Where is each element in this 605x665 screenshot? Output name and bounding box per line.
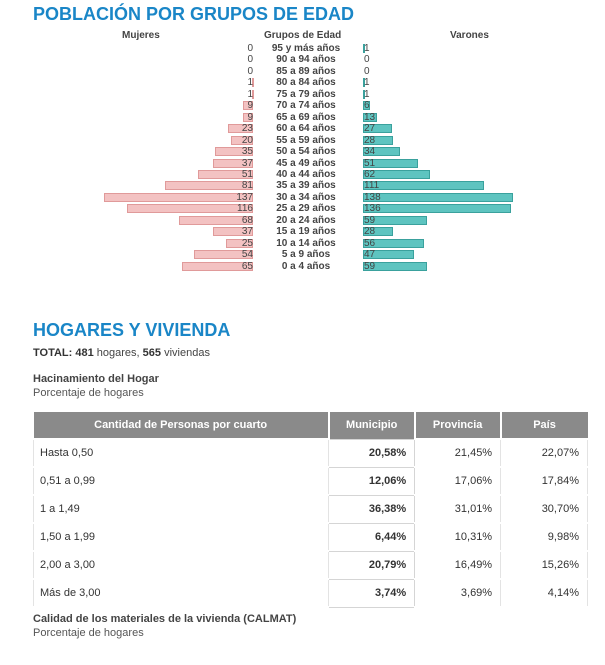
cell-pais: 17,84% <box>501 467 588 495</box>
hogares-count: 481 <box>75 347 94 359</box>
cell-provincia: 17,06% <box>415 467 501 495</box>
column-header-pais: País <box>501 412 588 439</box>
value-mujeres: 65 <box>241 260 253 272</box>
value-varones: 59 <box>364 214 376 226</box>
cell-pais: 4,14% <box>501 579 588 607</box>
value-mujeres: 54 <box>241 249 253 261</box>
cell-municipio: 20,58% <box>329 439 415 467</box>
cell-personas: 1 a 1,49 <box>34 495 329 523</box>
housing-title: HOGARES Y VIVIENDA <box>33 320 231 340</box>
age-group-label: 35 a 39 años <box>276 180 336 192</box>
cell-provincia: 21,45% <box>415 439 501 467</box>
value-mujeres: 0 <box>247 54 253 66</box>
table-row <box>34 579 588 607</box>
cell-personas: Hasta 0,50 <box>34 439 329 467</box>
age-group-label: 20 a 24 años <box>276 214 336 226</box>
table-row <box>34 439 588 467</box>
value-mujeres: 51 <box>241 168 253 180</box>
value-mujeres: 20 <box>241 134 253 146</box>
cell-personas: 0,51 a 0,99 <box>34 467 329 495</box>
value-varones: 34 <box>364 146 376 158</box>
column-header-provincia: Provincia <box>415 412 501 439</box>
bar-varones <box>363 204 511 213</box>
column-header-personas: Cantidad de Personas por cuarto <box>34 412 329 439</box>
cell-provincia: 16,49% <box>415 551 501 579</box>
header-women: Mujeres <box>122 30 160 41</box>
table-header-row <box>34 412 588 439</box>
value-varones: 1 <box>364 77 370 89</box>
population-title: POBLACIÓN POR GRUPOS DE EDAD <box>33 4 355 24</box>
value-mujeres: 1 <box>247 88 253 100</box>
age-group-label: 60 a 64 años <box>276 123 336 135</box>
value-varones: 138 <box>364 191 381 203</box>
value-varones: 0 <box>364 54 370 66</box>
age-group-label: 45 a 49 años <box>276 157 336 169</box>
age-group-label: 55 a 59 años <box>276 134 336 146</box>
value-mujeres: 0 <box>247 43 253 54</box>
column-header-municipio: Municipio <box>329 412 415 439</box>
bar-varones <box>363 193 513 202</box>
value-mujeres: 23 <box>241 123 253 135</box>
header-men: Varones <box>450 30 489 41</box>
age-group-label: 10 a 14 años <box>276 237 336 249</box>
table-row <box>34 467 588 495</box>
cell-municipio: 36,38% <box>329 495 415 523</box>
age-group-label: 40 a 44 años <box>276 168 336 180</box>
age-group-label: 25 a 29 años <box>276 203 336 215</box>
age-group-label: 75 a 79 años <box>276 88 336 100</box>
value-varones: 59 <box>364 260 376 272</box>
value-mujeres: 81 <box>241 180 253 192</box>
header-age-groups: Grupos de Edad <box>264 30 342 41</box>
table-row <box>34 523 588 551</box>
viviendas-label: viviendas <box>164 347 210 359</box>
value-mujeres: 68 <box>241 214 253 226</box>
cell-pais: 30,70% <box>501 495 588 523</box>
value-varones: 13 <box>364 111 376 123</box>
cell-municipio: 3,74% <box>329 579 415 607</box>
age-group-label: 65 a 69 años <box>276 111 336 123</box>
hacinamiento-table <box>33 412 588 608</box>
hacinamiento-title: Hacinamiento del Hogar <box>33 373 159 385</box>
table-row <box>34 551 588 579</box>
table-row <box>34 495 588 523</box>
value-varones: 47 <box>364 249 376 261</box>
age-group-label: 5 a 9 años <box>281 249 331 261</box>
calmat-subtitle: Porcentaje de hogares <box>33 627 144 639</box>
cell-provincia: 10,31% <box>415 523 501 551</box>
age-group-label: 15 a 19 años <box>276 226 336 238</box>
cell-provincia: 31,01% <box>415 495 501 523</box>
cell-municipio: 6,44% <box>329 523 415 551</box>
value-varones: 56 <box>364 237 376 249</box>
age-group-label: 90 a 94 años <box>276 54 336 66</box>
value-varones: 6 <box>364 100 370 112</box>
value-varones: 1 <box>364 43 370 54</box>
value-mujeres: 35 <box>241 146 253 158</box>
age-group-label: 0 a 4 años <box>281 260 331 272</box>
age-group-label: 80 a 84 años <box>276 77 336 89</box>
cell-provincia: 3,69% <box>415 579 501 607</box>
value-mujeres: 1 <box>247 77 253 89</box>
housing-total <box>33 347 210 359</box>
calmat-title: Calidad de los materiales de la vivienda (CALMAT) <box>33 613 297 625</box>
population-pyramid <box>0 26 605 288</box>
hogares-label: hogares, <box>96 347 140 359</box>
value-mujeres: 37 <box>241 157 253 169</box>
age-group-label: 50 a 54 años <box>276 146 336 158</box>
value-varones: 51 <box>364 157 376 169</box>
value-varones: 136 <box>364 203 381 215</box>
value-varones: 62 <box>364 168 376 180</box>
value-mujeres: 0 <box>247 65 253 77</box>
value-varones: 28 <box>364 226 376 238</box>
age-group-label: 85 a 89 años <box>276 65 336 77</box>
age-group-label: 95 y más años <box>271 43 341 54</box>
value-varones: 0 <box>364 65 370 77</box>
cell-municipio: 20,79% <box>329 551 415 579</box>
value-mujeres: 37 <box>241 226 253 238</box>
cell-municipio: 12,06% <box>329 467 415 495</box>
cell-personas: 1,50 a 1,99 <box>34 523 329 551</box>
value-varones: 1 <box>364 88 370 100</box>
cell-pais: 9,98% <box>501 523 588 551</box>
cell-pais: 22,07% <box>501 439 588 467</box>
bar-varones <box>363 181 484 190</box>
cell-personas: 2,00 a 3,00 <box>34 551 329 579</box>
value-varones: 27 <box>364 123 376 135</box>
viviendas-count: 565 <box>142 347 162 359</box>
value-mujeres: 25 <box>241 237 253 249</box>
value-varones: 111 <box>364 180 380 192</box>
cell-pais: 15,26% <box>501 551 588 579</box>
age-group-label: 70 a 74 años <box>276 100 336 112</box>
value-mujeres: 9 <box>247 100 253 112</box>
hacinamiento-subtitle: Porcentaje de hogares <box>33 387 144 399</box>
total-label: TOTAL: <box>33 347 73 359</box>
value-varones: 28 <box>364 134 376 146</box>
value-mujeres: 137 <box>236 191 253 203</box>
value-mujeres: 116 <box>237 203 253 215</box>
value-mujeres: 9 <box>247 111 253 123</box>
cell-personas: Más de 3,00 <box>34 579 329 607</box>
age-group-label: 30 a 34 años <box>276 191 336 203</box>
